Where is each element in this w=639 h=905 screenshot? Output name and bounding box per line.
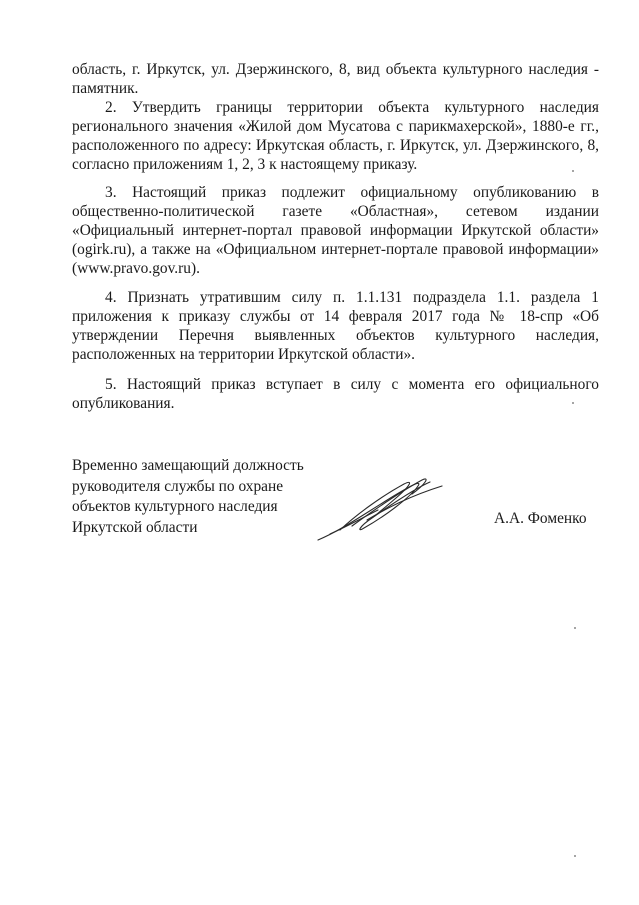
signatory-title bbox=[72, 456, 312, 538]
scan-speck bbox=[572, 402, 574, 404]
text-line: (www.pravo.gov.ru). bbox=[72, 260, 200, 277]
signatory-name: А.А. Фоменко bbox=[494, 510, 587, 527]
text-line: согласно приложениям 1, 2, 3 к настоящему приказу. bbox=[72, 156, 418, 173]
paragraph-5 bbox=[72, 375, 599, 413]
text-line: 3. Настоящий приказ подлежит официальному опубликованию в bbox=[105, 184, 599, 201]
text-line: расположенных на территории Иркутской области». bbox=[72, 346, 416, 363]
text-line: 2. Утвердить границы территории объекта культурного наследия bbox=[105, 99, 599, 116]
text-line: расположенного по адресу: Иркутская область, г. Иркутск, ул. Дзержинского, 8, bbox=[72, 137, 599, 154]
signatory-title-line: объектов культурного наследия bbox=[72, 498, 278, 515]
text-line: опубликования. bbox=[72, 395, 175, 412]
paragraph-4 bbox=[72, 288, 599, 364]
signatory-title-line: Временно замещающий должность bbox=[72, 457, 304, 474]
signatory-title-line: руководителя службы по охране bbox=[72, 477, 284, 495]
scan-speck bbox=[572, 170, 574, 172]
handwritten-signature bbox=[312, 470, 462, 545]
text-line: «Официальный интернет-портал правовой информации Иркутской области» bbox=[72, 222, 599, 239]
text-line: регионального значения «Жилой дом Мусатова с парикмахерской», 1880-е гг., bbox=[72, 118, 599, 135]
signatory-title-line: Иркутской области bbox=[72, 518, 198, 536]
text-line: утверждении Перечня выявленных объектов культурного наследия, bbox=[72, 327, 599, 344]
text-line: область, г. Иркутск, ул. Дзержинского, 8, вид объекта культурного наследия - bbox=[72, 61, 599, 78]
text-line: (ogirk.ru), а также на «Официальном интернет-портале правовой информации» bbox=[72, 241, 599, 258]
paragraph-continuation bbox=[72, 60, 599, 98]
paragraph-3 bbox=[72, 183, 599, 278]
text-line: приложения к приказу службы от 14 февраля 2017 года № 18-спр «Об bbox=[72, 308, 599, 325]
scan-speck bbox=[574, 855, 576, 857]
text-line: памятник. bbox=[72, 80, 139, 97]
paragraph-2 bbox=[72, 98, 599, 174]
scan-speck bbox=[574, 627, 576, 629]
text-line: 5. Настоящий приказ вступает в силу с момента его официального bbox=[105, 376, 599, 393]
text-line: общественно-политической газете «Областная», сетевом издании bbox=[72, 203, 599, 220]
text-line: 4. Признать утратившим силу п. 1.1.131 подраздела 1.1. раздела 1 bbox=[105, 289, 599, 306]
